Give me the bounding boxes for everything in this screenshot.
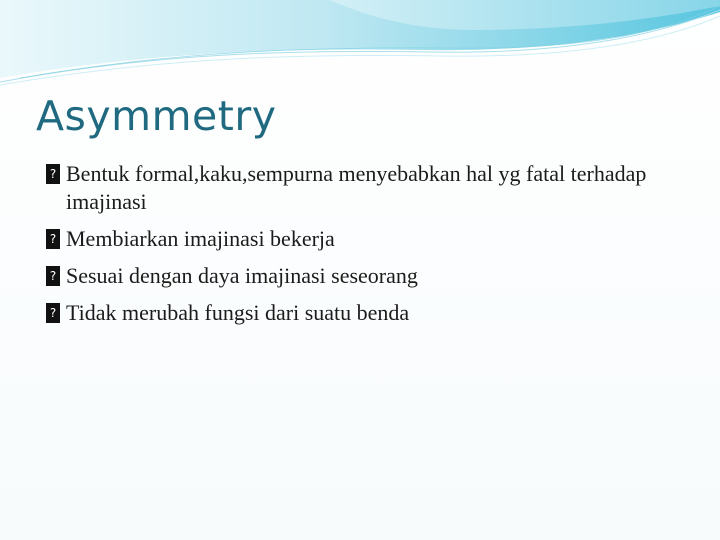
bullet-item xyxy=(46,160,666,216)
bullet-text: Bentuk formal,kaku,sempurna menyebabkan hal yg fatal terhadap imajinasi xyxy=(66,161,647,214)
bullet-list xyxy=(46,160,666,336)
bullet-item xyxy=(46,262,666,290)
missing-glyph-bullet-icon: ? xyxy=(46,303,60,323)
bullet-item xyxy=(46,225,666,253)
bullet-text: Sesuai dengan daya imajinasi seseorang xyxy=(66,263,418,288)
bullet-item xyxy=(46,299,666,327)
missing-glyph-bullet-icon: ? xyxy=(46,229,60,249)
slide-title: Asymmetry xyxy=(36,92,277,140)
bullet-text: Tidak merubah fungsi dari suatu benda xyxy=(66,300,410,325)
missing-glyph-bullet-icon: ? xyxy=(46,164,60,184)
missing-glyph-bullet-icon: ? xyxy=(46,266,60,286)
bullet-text: Membiarkan imajinasi bekerja xyxy=(66,226,335,251)
header-wave-decoration xyxy=(0,0,720,90)
